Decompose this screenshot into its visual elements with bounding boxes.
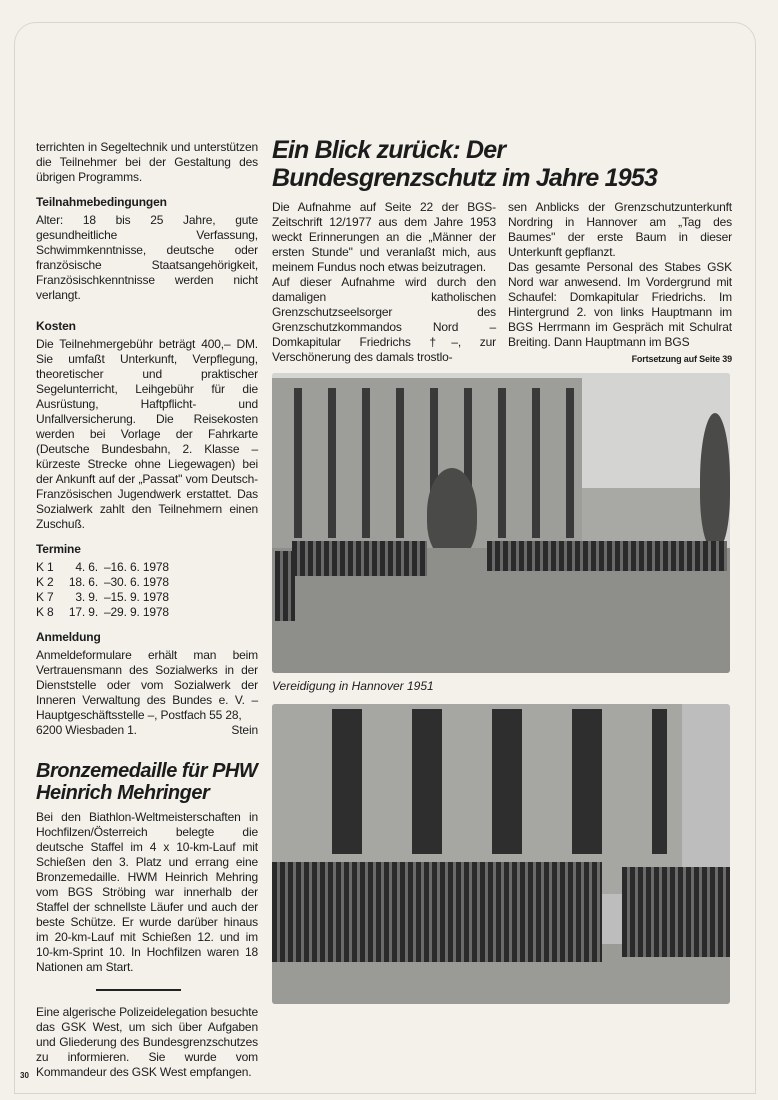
paragraph: sen Anblicks der Grenzschutzunterkunft Nordring in Hannover am „Tag des Baumes" der erste Baum in dieser Unterkunft gepflanzt. xyxy=(508,200,732,259)
kosten-text: Die Teilnehmergebühr beträgt 400,– DM. Sie umfaßt Unterkunft, Verpflegung, theoretischer und praktischer Segelunterricht, Leihgebühr für die Ausrüstung, Haftpflicht- und Unfallversicherung. Die Reisekosten werden bei Vorlage der Fahrkarte (Deutsche Bundesbahn, 2. Klasse – kürzeste Strecke ohne Liegewagen) bei der Ankunft auf der „Passat" vom Deutsch-Französischen Jugendwerk erstattet. Das Sozialwerk zahlt den Teilnehmern einen Zuschuß. xyxy=(36,337,258,531)
article-column-2 xyxy=(508,200,732,365)
anmeldung-heading: Anmeldung xyxy=(36,630,101,644)
bronze-text: Bei den Biathlon-Weltmeisterschaften in Hochfilzen/Österreich belegte die deutsche Staffel im 4 x 10-km-Lauf mit Schießen den 3. Platz und errang eine Bronzemedaille. HWM Heinrich Mehring vom BGS Ströbing war innerhalb der Staffel der schnellste Läufer und auch der beste Schütze. Er wurde darüber hinaus im 20-km-Lauf mit Schießen 12. und im 10-km-Sprint 10. In Hochfilzen waren 18 Nationen am Start. xyxy=(36,810,258,974)
bronze-headline: Bronzemedaille für PHW Heinrich Mehringer xyxy=(36,760,258,804)
kurs: K 8 xyxy=(36,605,54,619)
termin-row xyxy=(36,605,258,620)
intro-text: terrichten in Segeltechnik und unterstützen die Teilnehmer bei der Gestaltung des übrigen Programms. xyxy=(36,140,258,184)
termin-row xyxy=(36,590,258,605)
paragraph: Das gesamte Personal des Stabes GSK Nord war anwesend. Im Vordergrund mit Schaufel: Domkapitular Friedrichs. Im Hintergrund 2. von links Hauptmann im BGS Herrmann im Gespräch mit Schulrat Breiting. Dann Hauptmann im BGS xyxy=(508,260,732,349)
termin-row xyxy=(36,575,258,590)
kosten-heading: Kosten xyxy=(36,319,76,333)
kurs: K 1 xyxy=(36,560,54,574)
photo-barracks-ceremony xyxy=(272,373,730,673)
photo-troop-lineup xyxy=(272,704,730,1004)
bis: –29. 9. 1978 xyxy=(104,605,169,619)
teilnahme-text: Alter: 18 bis 25 Jahre, gute gesundheitliche Verfassung, Schwimmkenntnisse, deutsche oder französische Staatsangehörigkeit, Französischkenntnisse werden nicht verlangt. xyxy=(36,213,258,302)
paragraph: Auf dieser Aufnahme wird durch den damaligen katholischen Grenzschutzseelsorger des Grenzschutzkommandos Nord – Domkapitular Friedrichs †–, zur Verschönerung des damals trostlo- xyxy=(272,275,496,364)
algerien-text: Eine algerische Polizeidelegation besuchte das GSK West, um sich über Aufgaben und Gliederung des Bundesgrenzschutzes zu informieren. Sie wurde vom Kommandeur des GSK West empfangen. xyxy=(36,1005,258,1079)
von: 3. 9. xyxy=(75,590,98,604)
page-number: 30 xyxy=(20,1071,29,1080)
address-line: 6200 Wiesbaden 1. xyxy=(36,723,137,737)
article-column-1 xyxy=(272,200,496,365)
von: 4. 6. xyxy=(75,560,98,574)
bis: –15. 9. 1978 xyxy=(104,590,169,604)
article-columns xyxy=(272,200,732,365)
von: 18. 6. xyxy=(68,575,98,589)
continued-note: Fortsetzung auf Seite 39 xyxy=(631,354,732,364)
teilnahme-heading: Teilnahmebedingungen xyxy=(36,195,167,209)
kurs: K 2 xyxy=(36,575,54,589)
anmeldung-footer xyxy=(36,723,258,738)
left-text-block xyxy=(36,140,258,738)
photo-caption: Vereidigung in Hannover 1951 xyxy=(272,679,434,693)
divider xyxy=(96,989,181,991)
author: Stein xyxy=(231,723,258,737)
termin-row xyxy=(36,560,258,575)
termine-heading: Termine xyxy=(36,542,81,556)
termine-list xyxy=(36,560,258,620)
paragraph: Die Aufnahme auf Seite 22 der BGS-Zeitschrift 12/1977 aus dem Jahre 1953 weckt Erinnerungen an die „Männer der ersten Stunde" und veranlaßt mich, aus meinem Fundus noch etwas beizutragen. xyxy=(272,200,496,274)
anmeldung-text: Anmeldeformulare erhält man beim Vertrauensmann des Sozialwerks in der Dienststelle oder vom Sozialwerk der Inneren Verwaltung des Bundes e. V. – Hauptgeschäftsstelle –, Postfach 55 28, xyxy=(36,648,258,722)
article xyxy=(272,136,732,1004)
bis: –16. 6. 1978 xyxy=(104,560,169,574)
kurs: K 7 xyxy=(36,590,54,604)
von: 17. 9. xyxy=(68,605,98,619)
left-column xyxy=(36,140,258,1080)
article-title: Ein Blick zurück: Der Bundesgrenzschutz im Jahre 1953 xyxy=(272,136,658,192)
bis: –30. 6. 1978 xyxy=(104,575,169,589)
